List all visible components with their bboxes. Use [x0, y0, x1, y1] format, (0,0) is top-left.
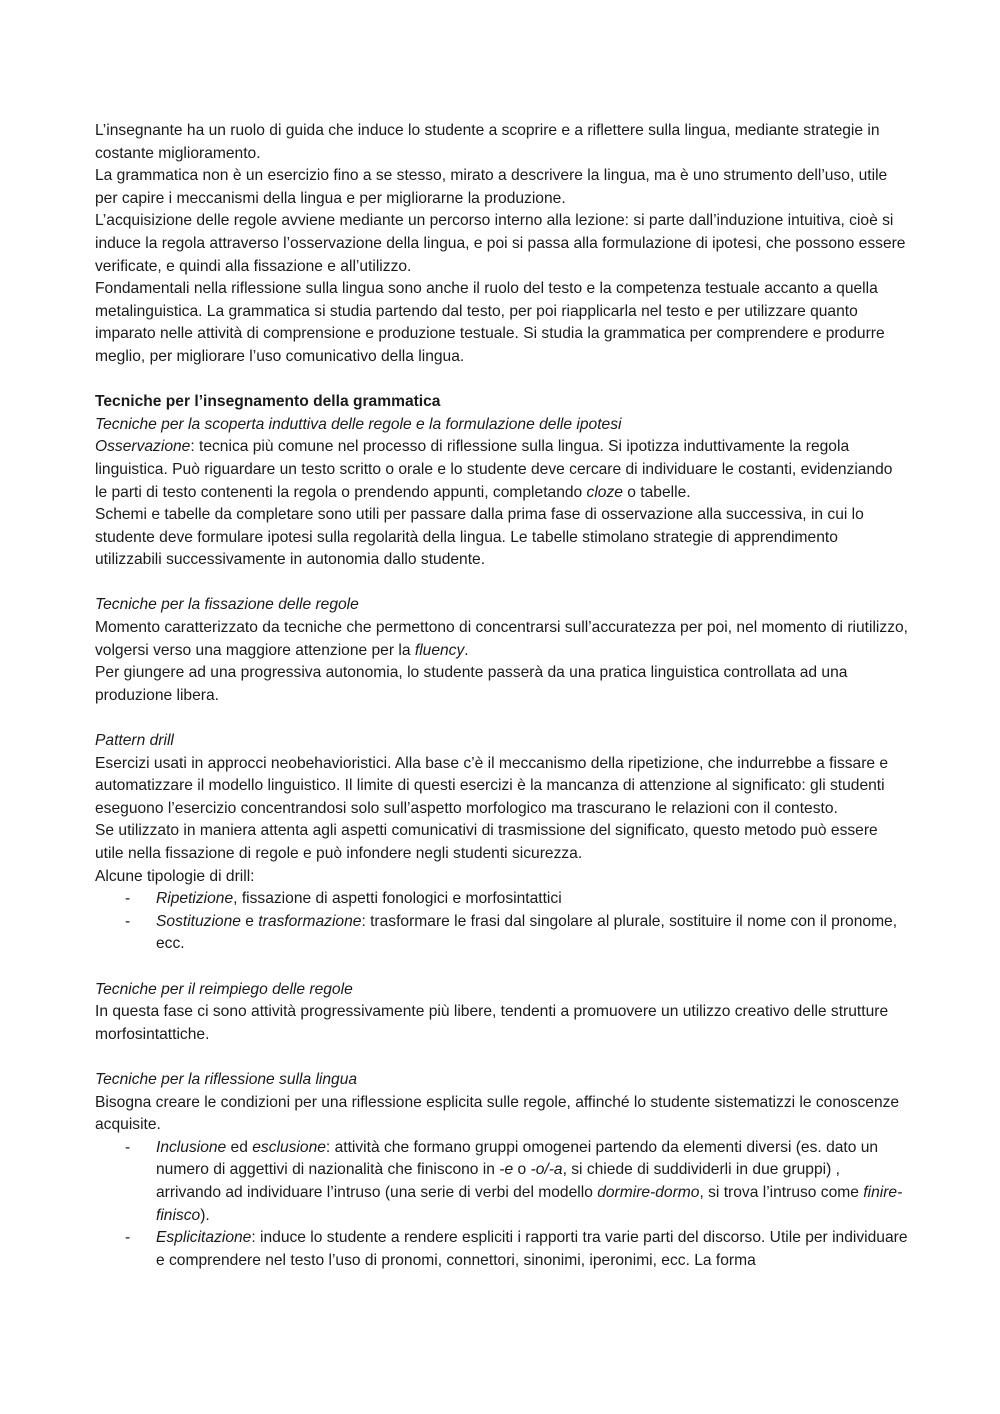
list-item: - Inclusione ed esclusione: attività che formano gruppi omogenei partendo da elementi diversi (es. dato un numero di aggettivi di nazionalità che finiscono in -e o -o/-a, si chiede di suddividerli in due gruppi) , arrivando ad individuare l’intruso (una serie di verbi del modello dormire-dormo, si trova l’intruso come finire-finisco). — [156, 1137, 908, 1227]
paragraph-osservazione: Osservazione: tecnica più comune nel processo di riflessione sulla lingua. Si ipotizza induttivamente la regola linguistica. Può riguardare un testo scritto o orale e lo studente deve cercare di individuare le costanti, evidenziando le parti di testo contenenti la regola o prendendo appunti, completando cloze o tabelle. — [95, 438, 893, 501]
subsection-title-riflessione: Tecniche per la riflessione sulla lingua — [95, 1070, 358, 1088]
spacer — [95, 956, 908, 979]
paragraph-drill-2: Se utilizzato in maniera attenta agli aspetti comunicativi di trasmissione del significato, questo metodo può essere utile nella fissazione di regole e può infondere negli studenti sicurezza. — [95, 822, 878, 862]
paragraph-drill-3: Alcune tipologie di drill: — [95, 867, 255, 885]
paragraph-fissazione-1: Momento caratterizzato da tecniche che permettono di concentrarsi sull’accuratezza per poi, nel momento di riutilizzo, volgersi verso una maggiore attenzione per la fluency. — [95, 619, 908, 659]
list-item: - Ripetizione, fissazione di aspetti fonologici e morfosintattici — [156, 888, 908, 911]
subsection-title-pattern-drill: Pattern drill — [95, 732, 174, 750]
term-cloze: cloze — [586, 483, 623, 501]
term-fluency: fluency — [414, 641, 465, 659]
list-item: - Esplicitazione: induce lo studente a rendere espliciti i rapporti tra varie parti del discorso. Utile per individuare e comprendere nel testo l’uso di pronomi, connettori, sinonimi, iperonimi, ecc. La forma — [156, 1227, 908, 1272]
intro-paragraph-3: L’acquisizione delle regole avviene mediante un percorso interno alla lezione: si parte dall’induzione intuitiva, cioè si induce la regola attraverso l’osservazione della lingua, e poi si passa alla formulazione di ipotesi, che possono essere verificate, e quindi alla fissazione e all’utilizzo. — [95, 212, 906, 275]
paragraph-drill-1: Esercizi usati in approcci neobehavioristici. Alla base c’è il meccanismo della ripetizione, che indurrebbe a fissare e automatizzare il modello linguistico. Il limite di questi esercizi è la mancanza di attenzione al significato: gli studenti eseguono l’esercizio concentrandosi solo sull’aspetto morfologico ma trascurano le relazioni con il contesto. — [95, 754, 889, 817]
paragraph-schemi: Schemi e tabelle da completare sono utili per passare dalla prima fase di osservazione alla successiva, in cui lo studente deve formulare ipotesi sulla regolarità della lingua. Le tabelle stimolano strategie di apprendimento utilizzabili successivamente in autonomia dallo studente. — [95, 506, 864, 569]
spacer — [95, 707, 908, 730]
section-heading: Tecniche per l’insegnamento della grammatica — [95, 393, 441, 411]
riflessione-list — [95, 1137, 908, 1273]
intro-paragraph-4: Fondamentali nella riflessione sulla lingua sono anche il ruolo del testo e la competenza testuale accanto a quella metalinguistica. La grammatica si studia partendo dal testo, per poi riapplicarla nel testo e per utilizzare quanto imparato nelle attività di comprensione e produzione testuale. Si studia la grammatica per comprendere e produrre meglio, per migliorare l’uso comunicativo della lingua. — [95, 280, 885, 365]
intro-paragraph-1: L’insegnante ha un ruolo di guida che induce lo studente a scoprire e a riflettere sulla lingua, mediante strategie in costante miglioramento. — [95, 122, 880, 162]
paragraph-fissazione-2: Per giungere ad una progressiva autonomia, lo studente passerà da una pratica linguistica controllata ad una produzione libera. — [95, 664, 848, 704]
spacer — [95, 572, 908, 595]
drill-list — [95, 888, 908, 956]
subsection-title-fissazione: Tecniche per la fissazione delle regole — [95, 596, 359, 614]
subsection-title-reimpiego: Tecniche per il reimpiego delle regole — [95, 980, 353, 998]
spacer — [95, 1046, 908, 1069]
term-osservazione: Osservazione — [95, 438, 191, 456]
paragraph-riflessione: Bisogna creare le condizioni per una riflessione esplicita sulle regole, affinché lo studente sistematizzi le conoscenze acquisite. — [95, 1093, 900, 1134]
spacer — [95, 369, 908, 392]
subsection-title-scoperta: Tecniche per la scoperta induttiva delle regole e la formulazione delle ipotesi — [95, 415, 622, 433]
intro-paragraph-2: La grammatica non è un esercizio fino a se stesso, mirato a descrivere la lingua, ma è uno strumento dell’uso, utile per capire i meccanismi della lingua e per migliorarne la produzione. — [95, 167, 888, 207]
paragraph-reimpiego: In questa fase ci sono attività progressivamente più libere, tendenti a promuovere un utilizzo creativo delle strutture morfosintattiche. — [95, 1003, 889, 1043]
list-item: - Sostituzione e trasformazione: trasformare le frasi dal singolare al plurale, sostituire il nome con il pronome, ecc. — [156, 911, 908, 956]
